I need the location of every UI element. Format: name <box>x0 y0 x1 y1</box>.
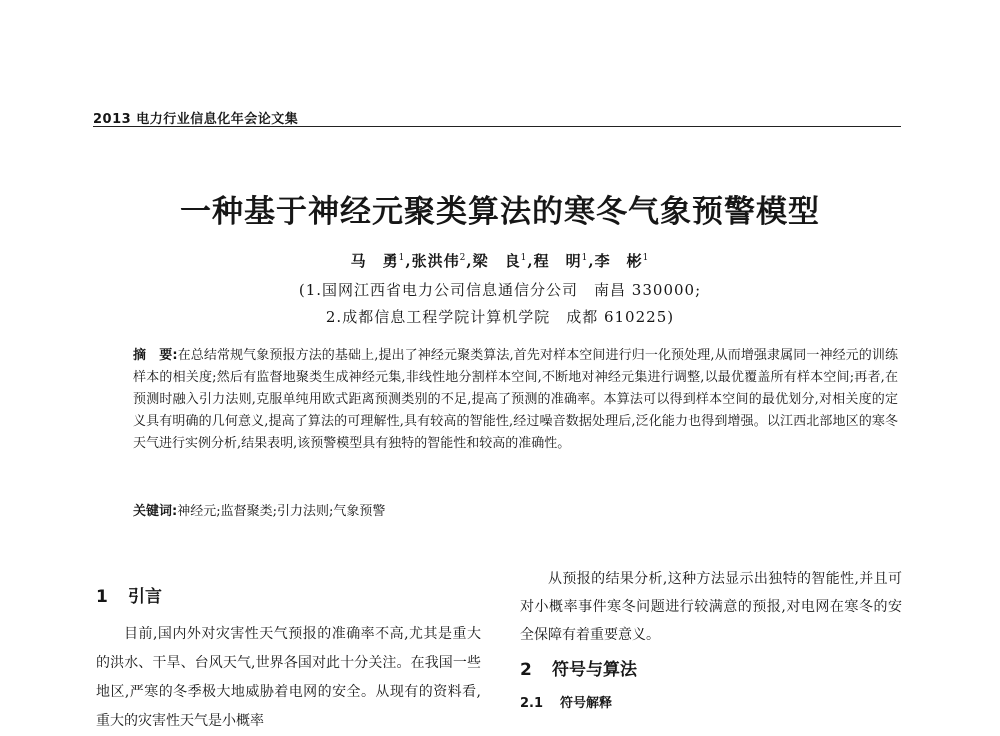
author-name: 梁 良 <box>472 252 521 270</box>
section-1-number: 1 <box>96 587 108 607</box>
keywords-text: 神经元;监督聚类;引力法则;气象预警 <box>177 504 386 519</box>
section-1-heading <box>96 582 162 607</box>
section-2-title: 符号与算法 <box>552 660 637 680</box>
section-2-number: 2 <box>520 660 532 680</box>
author-name: 马 勇 <box>350 252 399 270</box>
paper-title: 一种基于神经元聚类算法的寒冬气象预警模型 <box>180 194 820 230</box>
author-affiliation-mark: 1 <box>642 253 650 263</box>
author-affiliation-mark: 1 <box>520 253 528 263</box>
author-affiliation-mark: 2 <box>459 253 467 263</box>
author-list: 马 勇$^1$,张洪伟$^2$,梁 良$^1$,程 明$^1$,李 彬$^1$ <box>350 252 650 270</box>
subsection-2-1-heading <box>520 692 612 711</box>
abstract-label: 摘 要: <box>133 348 178 363</box>
author-affiliation-mark: 1 <box>581 253 589 263</box>
affiliation-2: 2.成都信息工程学院计算机学院 成都 610225) <box>325 308 675 326</box>
header-rule <box>93 126 901 127</box>
subsection-2-1-number: 2.1 <box>520 696 544 711</box>
section-1-title: 引言 <box>128 587 162 607</box>
section-1-paragraph: 目前,国内外对灾害性天气预报的准确率不高,尤其是重大的洪水、干旱、台风天气,世界各国对此十分关注。在我国一些地区,严寒的冬季极大地威胁着电网的安全。从现有的资料看,重大的灾害性天气是小概率 <box>96 626 481 729</box>
author-affiliation-mark: 1 <box>398 253 406 263</box>
abstract <box>133 345 898 455</box>
author-name: 李 彬 <box>594 252 643 270</box>
keywords-label: 关键词: <box>133 504 178 519</box>
right-column-paragraph: 从预报的结果分析,这种方法显示出独特的智能性,并且可对小概率事件寒冬问题进行较满意的预报,对电网在寒冬的安全保障有着重要意义。 <box>520 571 902 643</box>
author-name: 张洪伟 <box>411 252 460 270</box>
author-name: 程 明 <box>533 252 582 270</box>
running-header: 2013 电力行业信息化年会论文集 <box>93 112 299 127</box>
keywords <box>133 500 898 519</box>
affiliation-1: (1.国网江西省电力公司信息通信分公司 南昌 330000; <box>298 281 702 299</box>
section-2-heading <box>520 655 637 680</box>
abstract-text: 在总结常规气象预报方法的基础上,提出了神经元聚类算法,首先对样本空间进行归一化预处理,从而增强隶属同一神经元的训练样本的相关度;然后有监督地聚类生成神经元集,非线性地分割样本空间,不断地对神经元集进行调整,以最优覆盖所有样本空间;再者,在预测时融入引力法则,克服单纯用欧式距离预测类别的不足,提高了预测的准确率。本算法可以得到样本空间的最优划分,对相关度的定义具有明确的几何意义,提高了算法的可理解性,具有较高的智能性,经过噪音数据处理后,泛化能力也得到增强。以江西北部地区的寒冬天气进行实例分析,结果表明,该预警模型具有独特的智能性和较高的准确性。 <box>133 348 899 451</box>
subsection-2-1-title: 符号解释 <box>560 696 613 711</box>
